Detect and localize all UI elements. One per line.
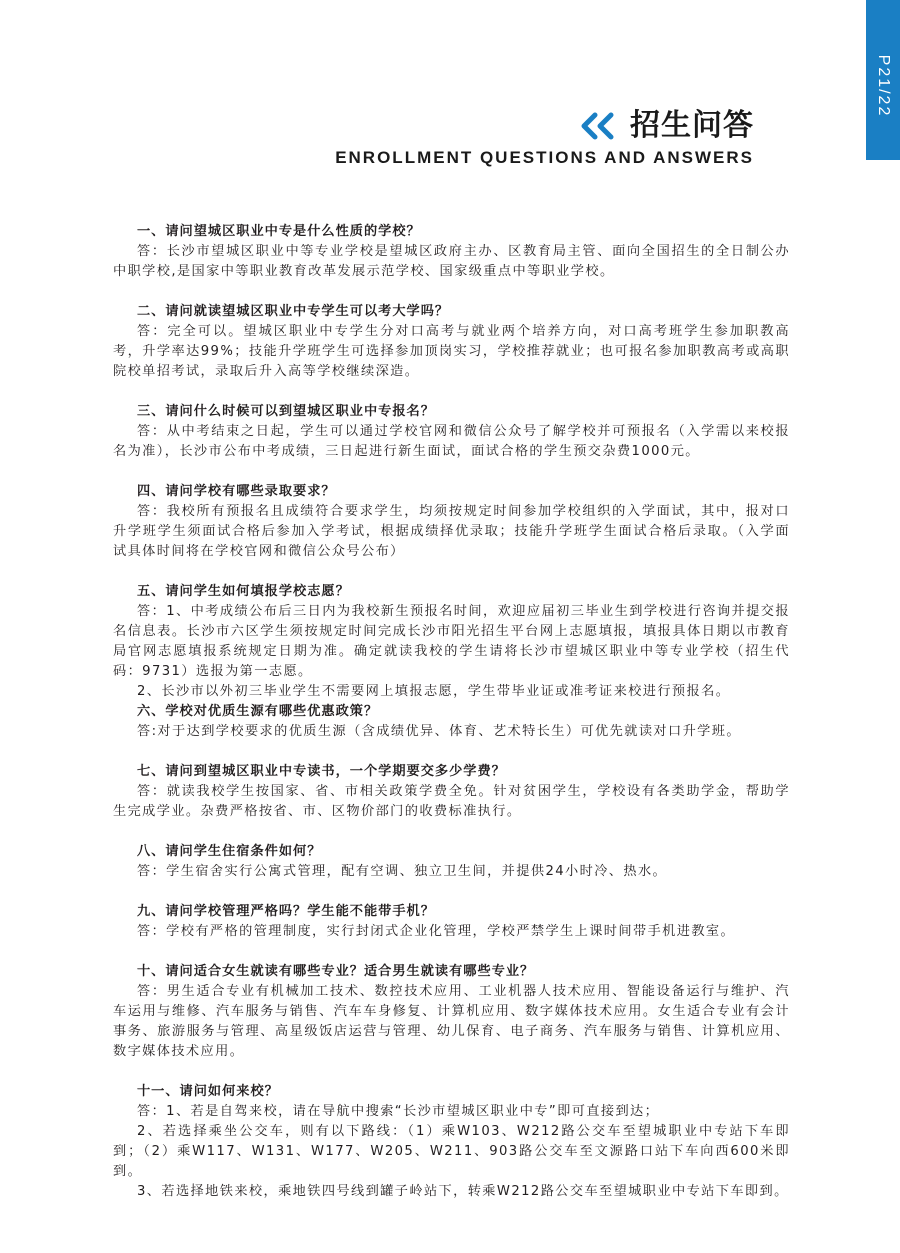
answer-paragraph: 答：长沙市望城区职业中等专业学校是望城区政府主办、区教育局主管、面向全国招生的全日制公办中职学校,是国家中等职业教育改革发展示范学校、国家级重点中等职业学校。: [113, 244, 790, 279]
answer-paragraph: 答：从中考结束之日起，学生可以通过学校官网和微信公众号了解学校并可预报名（入学需以来校报名为准），长沙市公布中考成绩，三日起进行新生面试，面试合格的学生预交杂费1000元。: [113, 424, 790, 459]
answer-paragraph: 答：1、若是自驾来校，请在导航中搜索“长沙市望城区职业中专”即可直接到达；: [137, 1104, 660, 1119]
answer-paragraph: 答：完全可以。望城区职业中专学生分对口高考与就业两个培养方向，对口高考班学生参加职教高考，升学率达99%；技能升学班学生可选择参加顶岗实习，学校推荐就业；也可报名参加职教高考或高职院校单招考试，录取后升入高等学校继续深造。: [113, 324, 790, 379]
question-heading: 三、请问什么时候可以到望城区职业中专报名？: [137, 404, 435, 419]
qa-list: [113, 222, 790, 1222]
qa-item: [113, 1082, 790, 1202]
qa-item: [113, 902, 790, 942]
question-heading: 五、请问学生如何填报学校志愿？: [137, 584, 350, 599]
answer-paragraph: 2、长沙市以外初三毕业学生不需要网上填报志愿，学生带毕业证或准考证来校进行预报名。: [137, 684, 731, 699]
section-title: [578, 106, 754, 146]
page-title: 招生问答: [630, 108, 754, 143]
answer-paragraph: 3、若选择地铁来校，乘地铁四号线到罐子岭站下，转乘W212路公交车至望城职业中专站下车即到。: [137, 1184, 789, 1199]
answer-paragraph: 答:对于达到学校要求的优质生源（含成绩优异、体育、艺术特长生）可优先就读对口升学班。: [137, 724, 741, 739]
qa-item: [113, 582, 790, 702]
answer-paragraph: 答：男生适合专业有机械加工技术、数控技术应用、工业机器人技术应用、智能设备运行与维护、汽车运用与维修、汽车服务与销售、汽车车身修复、计算机应用、数字媒体技术应用。女生适合专业有会计事务、旅游服务与管理、高星级饭店运营与管理、幼儿保育、电子商务、汽车服务与销售、计算机应用、数字媒体技术应用。: [113, 984, 790, 1059]
page-number: P21/22: [875, 54, 892, 118]
qa-item: [113, 842, 790, 882]
answer-paragraph: 答：就读我校学生按国家、省、市相关政策学费全免。针对贫困学生，学校设有各类助学金，帮助学生完成学业。杂费严格按省、市、区物价部门的收费标准执行。: [113, 784, 790, 819]
question-heading: 四、请问学校有哪些录取要求？: [137, 484, 336, 499]
page-subtitle: ENROLLMENT QUESTIONS AND ANSWERS: [335, 148, 754, 167]
qa-item: [113, 702, 790, 742]
answer-paragraph: 2、若选择乘坐公交车，则有以下路线：（1）乘W103、W212路公交车至望城职业中专站下车即到；（2）乘W117、W131、W177、W205、W211、903路公交车至文源路口站下车向西600米即到。: [113, 1124, 790, 1179]
page-number-tab: [866, 0, 900, 160]
question-heading: 七、请问到望城区职业中专读书，一个学期要交多少学费？: [137, 764, 506, 779]
answer-paragraph: 答：我校所有预报名且成绩符合要求学生，均须按规定时间参加学校组织的入学面试，其中，报对口升学班学生须面试合格后参加入学考试，根据成绩择优录取；技能升学班学生面试合格后录取。（入学面试具体时间将在学校官网和微信公众号公布）: [113, 504, 790, 559]
question-heading: 九、请问学校管理严格吗？学生能不能带手机？: [137, 904, 435, 919]
qa-item: [113, 482, 790, 562]
double-chevron-left-icon: [578, 111, 618, 141]
qa-item: [113, 402, 790, 462]
question-heading: 八、请问学生住宿条件如何？: [137, 844, 322, 859]
question-heading: 十一、请问如何来校？: [137, 1084, 279, 1099]
qa-item: [113, 302, 790, 382]
answer-paragraph: 答：1、中考成绩公布后三日内为我校新生预报名时间，欢迎应届初三毕业生到学校进行咨询并提交报名信息表。长沙市六区学生须按规定时间完成长沙市阳光招生平台网上志愿填报，填报具体日期以市教育局官网志愿填报系统规定日期为准。确定就读我校的学生请将长沙市望城区职业中等专业学校（招生代码：9731）选报为第一志愿。: [113, 604, 790, 679]
answer-paragraph: 答：学生宿舍实行公寓式管理，配有空调、独立卫生间，并提供24小时冷、热水。: [137, 864, 668, 879]
qa-item: [113, 222, 790, 282]
question-heading: 二、请问就读望城区职业中专学生可以考大学吗？: [137, 304, 450, 319]
question-heading: 一、请问望城区职业中专是什么性质的学校？: [137, 224, 421, 239]
question-heading: 十、请问适合女生就读有哪些专业？适合男生就读有哪些专业？: [137, 964, 535, 979]
answer-paragraph: 答：学校有严格的管理制度，实行封闭式企业化管理，学校严禁学生上课时间带手机进教室。: [137, 924, 736, 939]
qa-item: [113, 962, 790, 1062]
qa-item: [113, 762, 790, 822]
question-heading: 六、学校对优质生源有哪些优惠政策？: [137, 704, 379, 719]
